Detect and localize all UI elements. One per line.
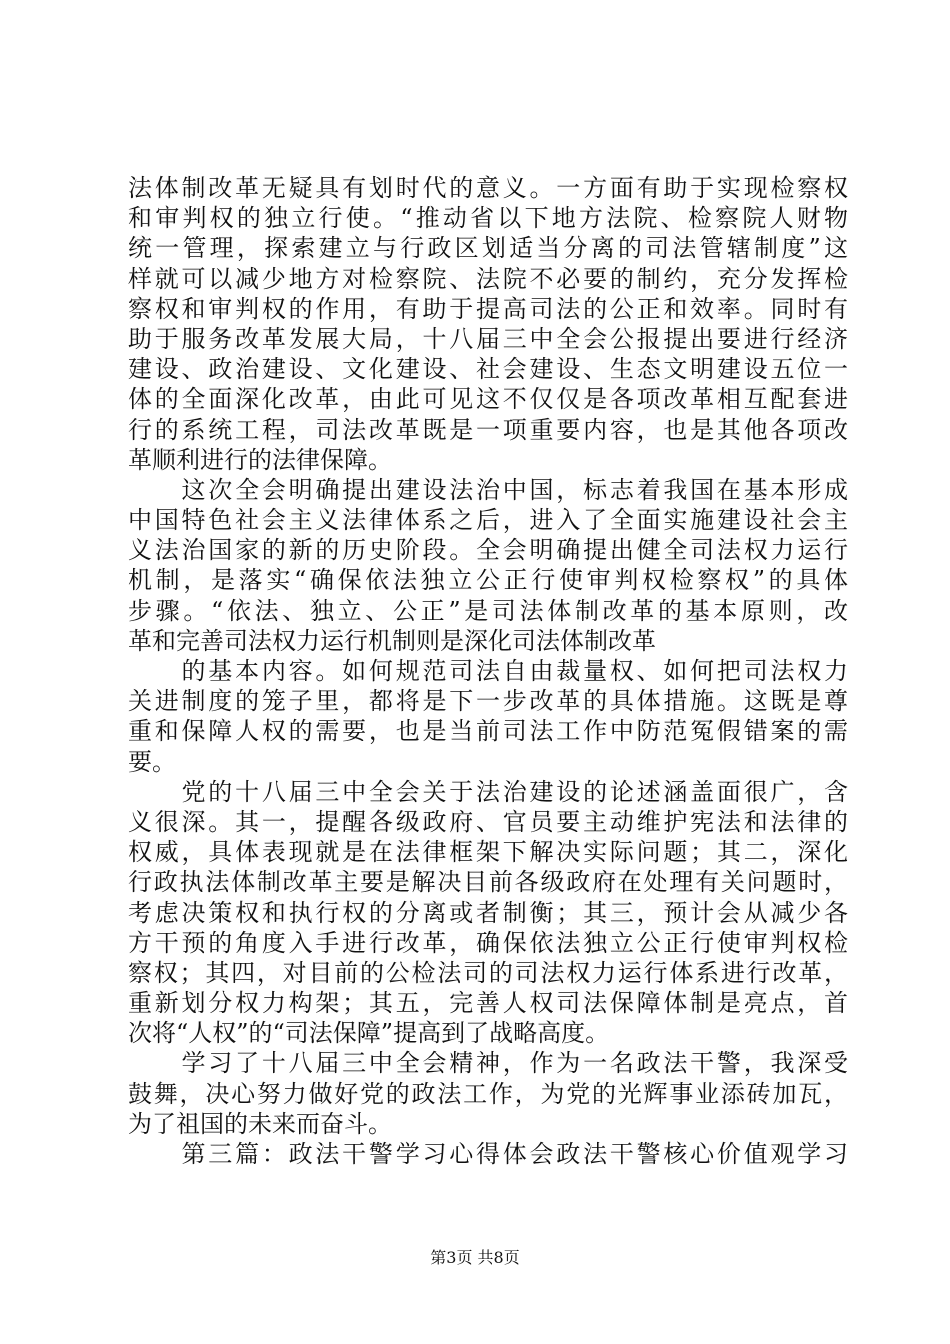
text-line: 革和完善司法权力运行机制则是深化司法体制改革: [128, 626, 656, 655]
text-line: 权威，具体表现就是在法律框架下解决实际问题；其二，深化: [128, 838, 848, 867]
text-line: 方干预的角度入手进行改革，确保依法独立公正行使审判权检: [128, 928, 848, 957]
text-line: 体的全面深化改革，由此可见这不仅仅是各项改革相互配套进: [128, 385, 848, 414]
text-line: 的基本内容。如何规范司法自由裁量权、如何把司法权力: [128, 657, 848, 685]
text-line: 察权和审判权的作用，有助于提高司法的公正和效率。同时有: [128, 294, 848, 323]
text-line: 重和保障人权的需要，也是当前司法工作中防范冤假错案的需: [128, 717, 848, 746]
text-line: 重新划分权力构架；其五，完善人权司法保障体制是亮点，首: [128, 989, 848, 1018]
text-line: 考虑决策权和执行权的分离或者制衡；其三，预计会从减少各: [128, 898, 848, 927]
text-line: 样就可以减少地方对检察院、法院不必要的制约，充分发挥检: [128, 264, 848, 293]
text-line: 助于服务改革发展大局，十八届三中全会公报提出要进行经济: [128, 324, 848, 353]
text-line: 法体制改革无疑具有划时代的意义。一方面有助于实现检察权: [128, 174, 848, 202]
text-line: 鼓舞，决心努力做好党的政法工作，为党的光辉事业添砖加瓦，: [128, 1079, 848, 1108]
text-line: 机制，是落实“确保依法独立公正行使审判权检察权”的具体: [128, 566, 848, 595]
text-line: 这次全会明确提出建设法治中国，标志着我国在基本形成: [128, 475, 848, 504]
text-line: 步骤。“依法、独立、公正”是司法体制改革的基本原则，改: [128, 596, 848, 625]
text-line: 行政执法体制改革主要是解决目前各级政府在处理有关问题时，: [128, 868, 848, 897]
text-line: 第三篇：政法干警学习心得体会政法干警核心价值观学习: [128, 1140, 848, 1168]
text-line: 和审判权的独立行使。“推动省以下地方法院、检察院人财物: [128, 204, 848, 233]
text-line: 学习了十八届三中全会精神，作为一名政法干警，我深受: [128, 1049, 848, 1078]
text-line: 为了祖国的未来而奋斗。: [128, 1109, 392, 1138]
text-line: 党的十八届三中全会关于法治建设的论述涵盖面很广，含: [128, 777, 848, 806]
text-line: 革顺利进行的法律保障。: [128, 445, 392, 474]
text-line: 要。: [128, 747, 176, 776]
text-line: 关进制度的笼子里，都将是下一步改革的具体措施。这既是尊: [128, 687, 848, 716]
body-text: [128, 173, 848, 1169]
text-line: 行的系统工程，司法改革既是一项重要内容，也是其他各项改: [128, 415, 848, 444]
text-line: 义很深。其一，提醒各级政府、官员要主动维护宪法和法律的: [128, 807, 848, 836]
text-line: 建设、政治建设、文化建设、社会建设、生态文明建设五位一: [128, 355, 848, 384]
text-line: 统一管理，探索建立与行政区划适当分离的司法管辖制度”这: [128, 234, 848, 263]
text-line: 察权；其四，对目前的公检法司的司法权力运行体系进行改革，: [128, 958, 848, 987]
text-line: 中国特色社会主义法律体系之后，进入了全面实施建设社会主: [128, 506, 848, 535]
text-line: 义法治国家的新的历史阶段。全会明确提出健全司法权力运行: [128, 536, 848, 565]
page-footer: 第3页 共8页: [430, 1248, 520, 1267]
text-line: 次将“人权”的“司法保障”提高到了战略高度。: [128, 1019, 610, 1048]
